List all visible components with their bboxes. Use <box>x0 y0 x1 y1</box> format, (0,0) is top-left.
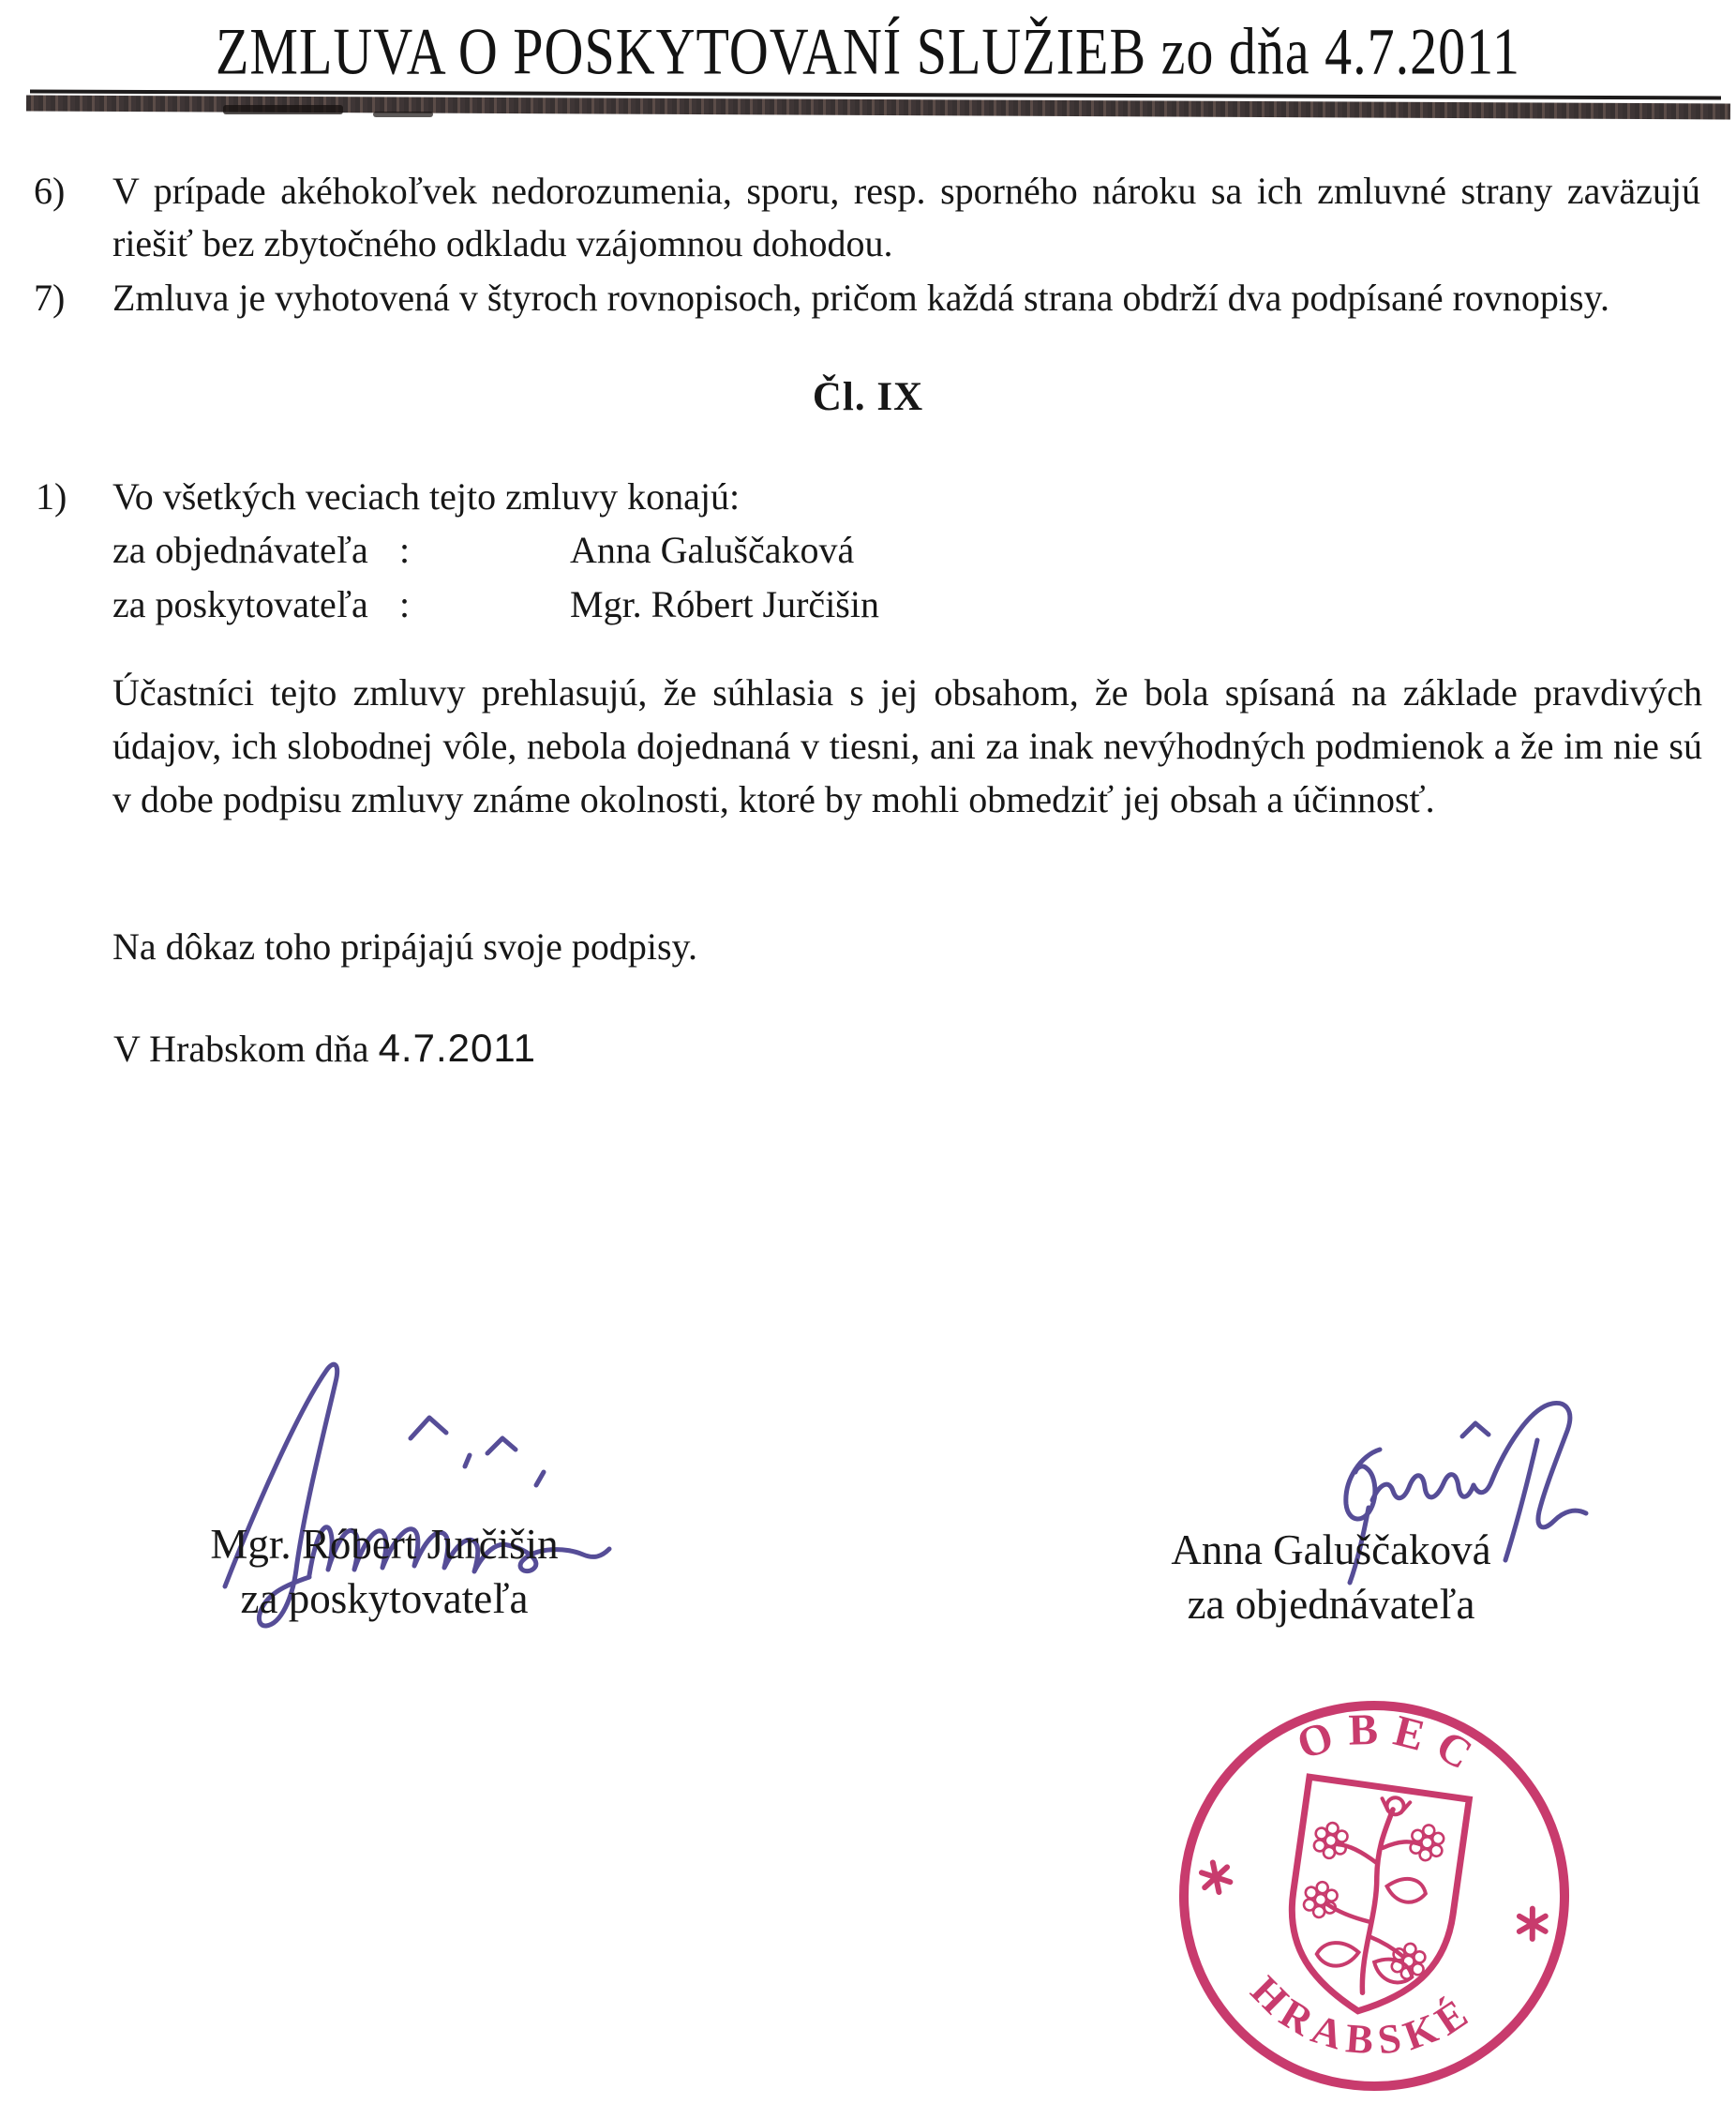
signatory-left-role: za poskytovateľa <box>240 1575 529 1622</box>
stamp-bottom-text: HRABSKÉ <box>1242 1967 1482 2064</box>
role-name-provider: Mgr. Róbert Jurčišin <box>570 583 879 625</box>
clause-7 <box>0 272 1736 324</box>
declaration-paragraph: Účastníci tejto zmluvy prehlasujú, že súhlasia s jej obsahom, že bola spísaná na základe pravdivých údajov, ich slobodnej vôle, nebola dojednaná v tiesni, ani za inak nevýhodných podmienok a že im nie sú v dobe podpisu zmluvy známe okolnosti, ktoré by mohli obmedziť jej obsah a účinnosť. <box>112 671 1702 820</box>
signatory-left-name: Mgr. Róbert Jurčišin <box>210 1521 559 1568</box>
role-name-client: Anna Galuščaková <box>570 529 855 571</box>
role-label-provider: za poskytovateľa <box>112 583 368 625</box>
municipal-stamp <box>1156 1678 1593 2102</box>
place-date-value: 4.7.2011 <box>378 1026 536 1070</box>
stamp-top-text: OBEC <box>1291 1705 1492 1786</box>
scan-smudge <box>373 112 433 117</box>
signatory-right-block <box>1097 1523 1565 1631</box>
document-title: ZMLUVA O POSKYTOVANÍ SLUŽIEB zo dňa 4.7.2011 <box>216 14 1520 89</box>
asterisk-right-icon <box>1513 1905 1552 1943</box>
clause-7-number: 7) <box>34 277 66 319</box>
scan-smudge <box>223 105 343 114</box>
article-item-1-text: Vo všetkých veciach tejto zmluvy konajú: <box>112 475 741 518</box>
clause-6 <box>0 165 1736 270</box>
role-label-client: za objednávateľa <box>112 529 368 571</box>
role-row-client <box>0 524 1736 577</box>
signatory-left-block <box>141 1517 628 1626</box>
clause-6-number: 6) <box>34 170 66 212</box>
berry-branch-icon <box>1312 1790 1438 2000</box>
role-colon: : <box>399 529 411 571</box>
place-date-prefix: V Hrabskom dňa <box>113 1028 379 1070</box>
signatory-right-name: Anna Galuščaková <box>1171 1526 1491 1573</box>
signatory-right-role: za objednávateľa <box>1187 1581 1475 1628</box>
clause-6-text: V prípade akéhokoľvek nedorozumenia, sporu, resp. sporného nároku sa ich zmluvné strany zaväzujú riešiť bez zbytočného odkladu vzájomnou dohodou. <box>112 170 1700 264</box>
role-row-provider <box>0 579 1736 631</box>
proof-line: Na dôkaz toho pripájajú svoje podpisy. <box>112 925 697 968</box>
shield-icon <box>1279 1777 1470 2022</box>
article-item-1-number: 1) <box>36 475 67 518</box>
asterisk-left-icon <box>1198 1860 1235 1895</box>
role-colon: : <box>399 583 411 625</box>
clause-7-text: Zmluva je vyhotovená v štyroch rovnopisoch, pričom každá strana obdrží dva podpísané rovnopisy. <box>112 277 1610 319</box>
place-date-line <box>113 1022 536 1075</box>
article-item-1 <box>0 471 1736 523</box>
article-heading: Čl. IX <box>812 375 924 419</box>
